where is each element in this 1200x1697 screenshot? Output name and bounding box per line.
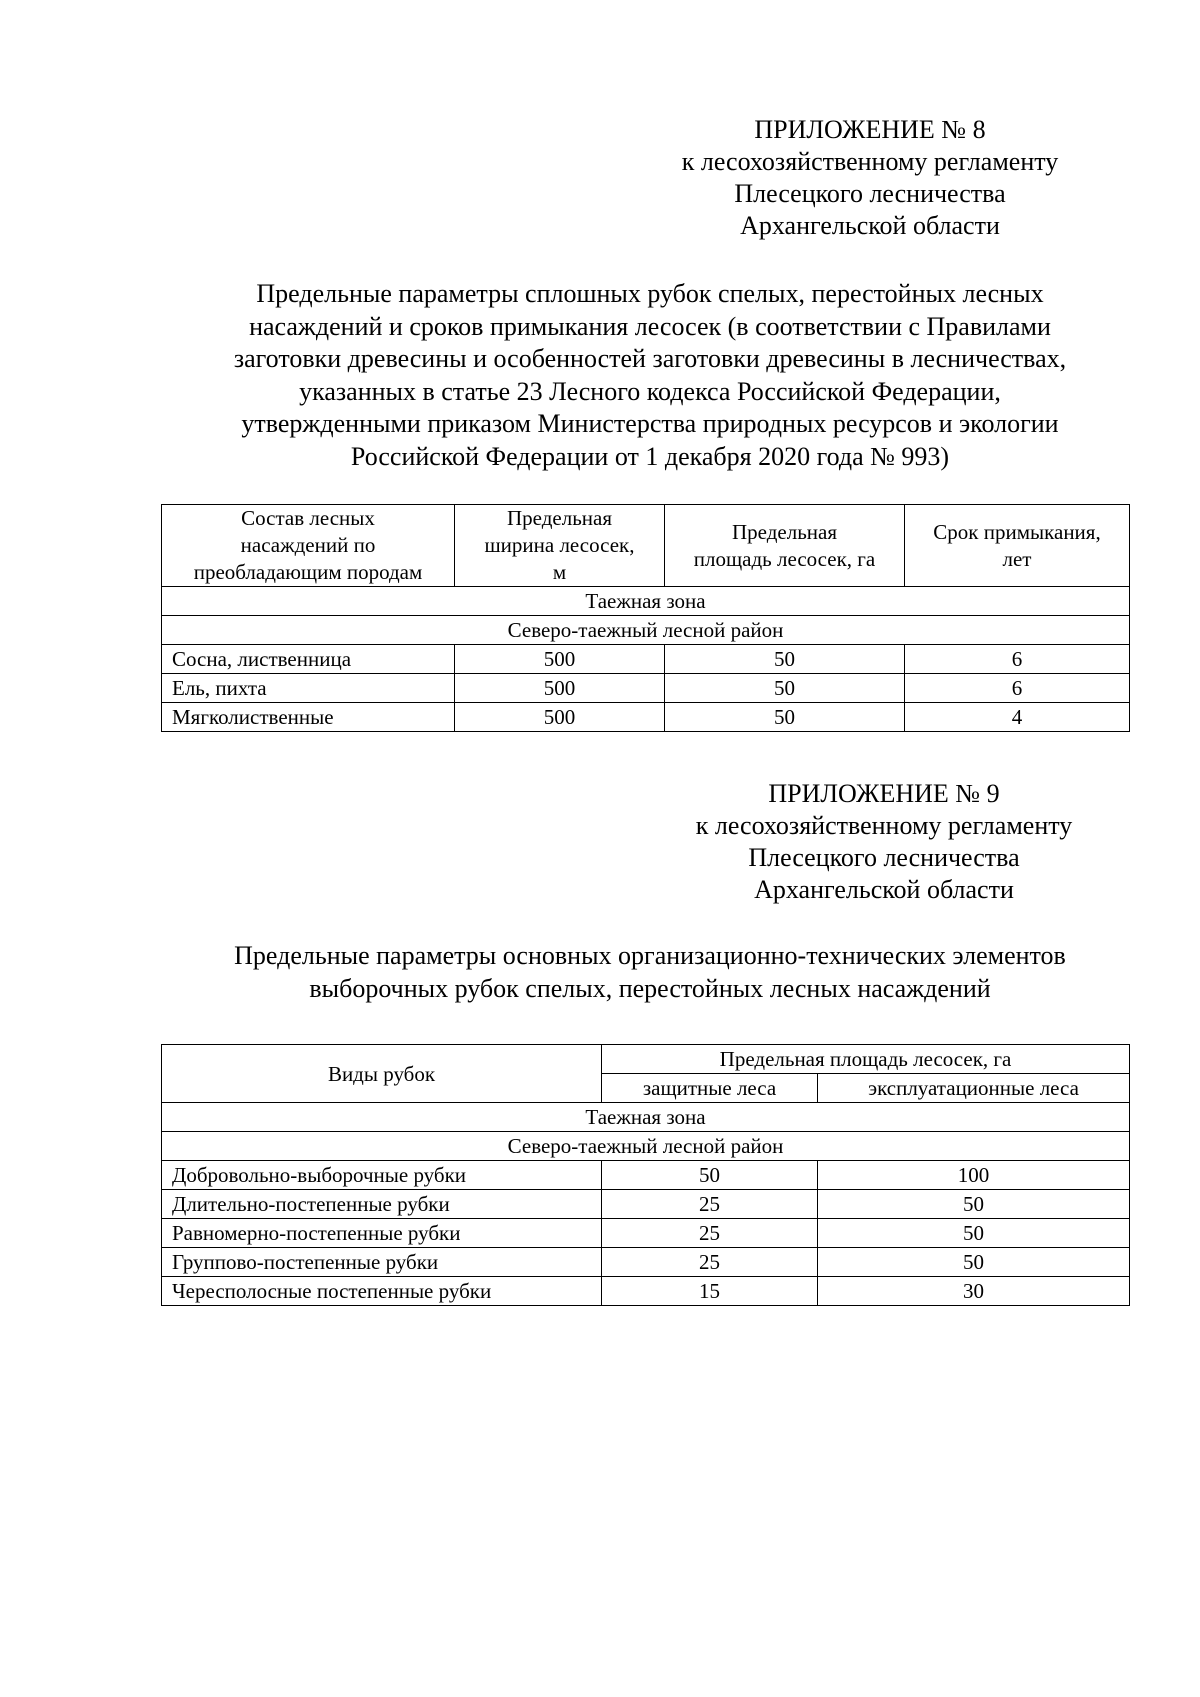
column-header-composition <box>162 505 455 587</box>
area-cell: 50 <box>665 645 905 674</box>
title-line: заготовки древесины и особенностей заготовки древесины в лесничествах, <box>233 344 1067 374</box>
zone-label: Таежная зона <box>162 1103 1130 1132</box>
appendix-9-title <box>160 940 1140 1005</box>
exploitation-cell: 50 <box>818 1190 1130 1219</box>
area-cell: 50 <box>665 703 905 732</box>
cutting-type-cell: Добровольно-выборочные рубки <box>162 1161 602 1190</box>
region-row <box>162 1132 1130 1161</box>
title-line: выборочных рубок спелых, перестойных лесных насаждений <box>309 973 991 1003</box>
header-line: преобладающим породам <box>193 560 423 584</box>
protective-cell: 25 <box>602 1248 818 1277</box>
title-line: Предельные параметры основных организационно-технических элементов <box>234 941 1066 970</box>
header-line: Состав лесных <box>241 506 375 530</box>
column-header-exploitation: эксплуатационные леса <box>818 1074 1130 1103</box>
protective-cell: 25 <box>602 1190 818 1219</box>
appendix-9-number: ПРИЛОЖЕНИЕ № 9 <box>768 779 1000 808</box>
column-header-adjacency <box>905 505 1130 587</box>
exploitation-cell: 30 <box>818 1277 1130 1306</box>
table-row <box>162 1219 1130 1248</box>
zone-row <box>162 587 1130 616</box>
title-line: Предельные параметры сплошных рубок спелых, перестойных лесных <box>256 279 1044 308</box>
column-header-width <box>455 505 665 587</box>
table-row <box>162 703 1130 732</box>
width-cell: 500 <box>455 645 665 674</box>
zone-row <box>162 1103 1130 1132</box>
table-row <box>162 1277 1130 1306</box>
header-line: м <box>552 560 567 584</box>
table-row <box>162 1248 1130 1277</box>
appendix-9-forestry-line: Плесецкого лесничества <box>748 843 1020 872</box>
appendix-8-title <box>160 278 1140 474</box>
header-line: Предельная <box>507 506 612 530</box>
width-cell: 500 <box>455 674 665 703</box>
title-line: указанных в статье 23 Лесного кодекса Российской Федерации, <box>299 376 1001 406</box>
protective-cell: 15 <box>602 1277 818 1306</box>
clearcut-parameters-table <box>161 504 1130 732</box>
title-line: утвержденными приказом Министерства природных ресурсов и экологии <box>241 409 1059 439</box>
appendix-8-header <box>650 114 1090 242</box>
cutting-type-cell: Длительно-постепенные рубки <box>162 1190 602 1219</box>
area-cell: 50 <box>665 674 905 703</box>
header-line: ширина лесосек, <box>484 533 635 557</box>
table-row <box>162 674 1130 703</box>
exploitation-cell: 100 <box>818 1161 1130 1190</box>
species-cell: Мягколиственные <box>162 703 455 732</box>
cutting-type-cell: Группово-постепенные рубки <box>162 1248 602 1277</box>
exploitation-cell: 50 <box>818 1248 1130 1277</box>
table-header-row <box>162 1045 1130 1074</box>
column-header-area <box>665 505 905 587</box>
header-line: лет <box>1002 546 1032 571</box>
appendix-8-number: ПРИЛОЖЕНИЕ № 8 <box>754 115 986 144</box>
appendix-9-ref-line: к лесохозяйственному регламенту <box>695 811 1073 840</box>
cutting-type-cell: Равномерно-постепенные рубки <box>162 1219 602 1248</box>
appendix-8-forestry-line: Плесецкого лесничества <box>734 179 1006 208</box>
zone-label: Таежная зона <box>162 587 1130 616</box>
exploitation-cell: 50 <box>818 1219 1130 1248</box>
column-header-protective: защитные леса <box>602 1074 818 1103</box>
region-label: Северо-таежный лесной район <box>162 1132 1130 1161</box>
appendix-9-header <box>664 778 1104 906</box>
width-cell: 500 <box>455 703 665 732</box>
adjacency-cell: 6 <box>905 645 1130 674</box>
appendix-8-region-line: Архангельской области <box>740 211 1000 240</box>
species-cell: Сосна, лиственница <box>162 645 455 674</box>
protective-cell: 25 <box>602 1219 818 1248</box>
region-row <box>162 616 1130 645</box>
adjacency-cell: 6 <box>905 674 1130 703</box>
table-row <box>162 1161 1130 1190</box>
column-header-max-area: Предельная площадь лесосек, га <box>602 1045 1130 1074</box>
title-line: Российской Федерации от 1 декабря 2020 года № 993) <box>350 441 950 471</box>
title-line: насаждений и сроков примыкания лесосек (в соответствии с Правилами <box>249 311 1051 341</box>
protective-cell: 50 <box>602 1161 818 1190</box>
appendix-9-region-line: Архангельской области <box>754 875 1014 904</box>
column-header-cutting-type: Виды рубок <box>162 1045 602 1103</box>
header-line: площадь лесосек, га <box>693 546 876 571</box>
appendix-8-ref-line: к лесохозяйственному регламенту <box>681 147 1059 176</box>
cutting-type-cell: Чересполосные постепенные рубки <box>162 1277 602 1306</box>
header-line: Предельная <box>732 519 837 544</box>
table-row <box>162 1190 1130 1219</box>
header-line: Срок примыкания, <box>933 519 1101 544</box>
table-header-row <box>162 505 1130 587</box>
species-cell: Ель, пихта <box>162 674 455 703</box>
adjacency-cell: 4 <box>905 703 1130 732</box>
header-line: насаждений по <box>240 533 376 557</box>
selective-cutting-table <box>161 1044 1130 1306</box>
region-label: Северо-таежный лесной район <box>162 616 1130 645</box>
table-row <box>162 645 1130 674</box>
